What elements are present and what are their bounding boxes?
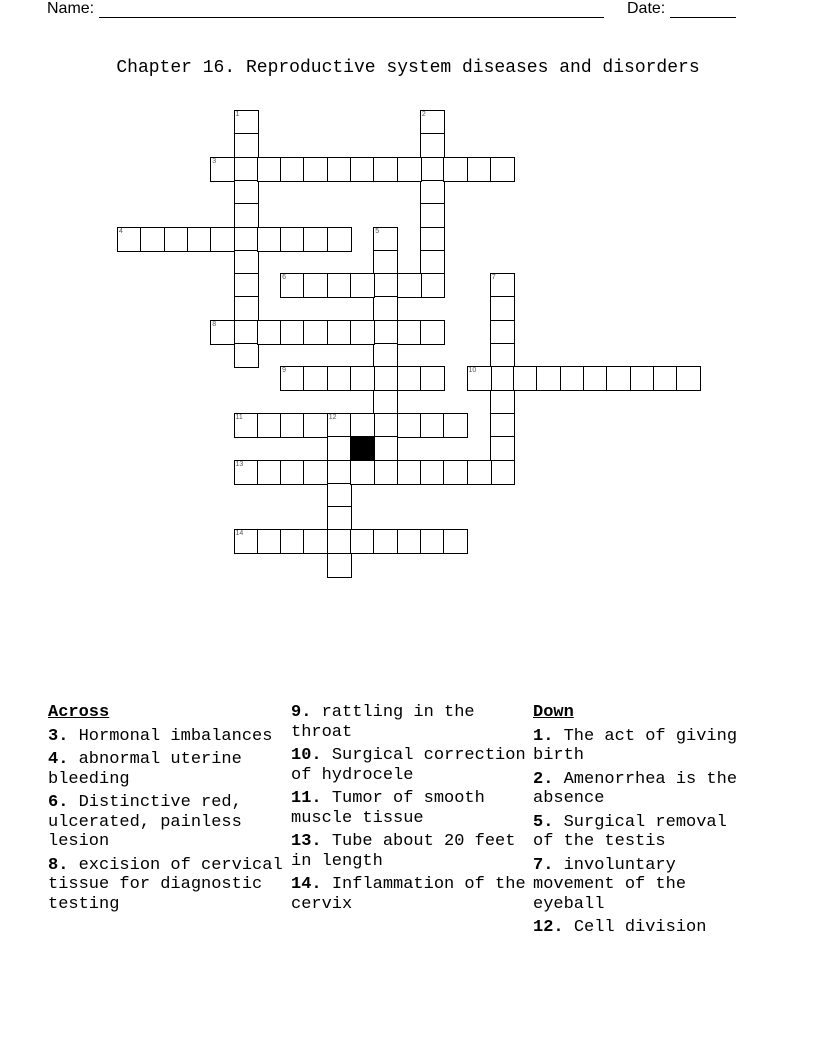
grid-cell[interactable] (420, 133, 445, 158)
grid-cell[interactable] (350, 320, 375, 345)
grid-cell[interactable] (490, 343, 515, 368)
page-title: Chapter 16. Reproductive system diseases and disorders (116, 58, 700, 78)
grid-cell[interactable] (234, 133, 259, 158)
clue-number: 8 (212, 320, 217, 328)
grid-cell[interactable] (397, 273, 422, 298)
grid-cell[interactable] (234, 296, 259, 321)
grid-cell[interactable] (373, 413, 398, 438)
grid-cell[interactable] (234, 273, 259, 298)
grid-cell[interactable] (280, 157, 305, 182)
grid-cell[interactable] (234, 180, 259, 205)
grid-cell[interactable] (234, 460, 259, 485)
grid-cell[interactable] (653, 366, 678, 391)
grid-cell[interactable] (257, 227, 282, 252)
across-clues-column-1 (48, 703, 283, 918)
grid-cell[interactable] (350, 529, 375, 554)
grid-cell[interactable] (303, 227, 328, 252)
grid-cell[interactable] (257, 320, 282, 345)
clue-down-1: 1. The act of giving birth (533, 726, 738, 765)
grid-cell[interactable] (397, 320, 422, 345)
clue-number: 3 (212, 157, 217, 165)
grid-cell[interactable] (234, 227, 259, 252)
grid-cell[interactable] (234, 343, 259, 368)
clue-across-9: 9. rattling in the throat (291, 703, 475, 742)
clue-across-14: 14. Inflammation of the cervix (291, 875, 526, 914)
grid-cell[interactable] (164, 227, 189, 252)
grid-cell[interactable] (303, 273, 328, 298)
grid-cell[interactable] (257, 157, 282, 182)
grid-cell[interactable] (350, 366, 375, 391)
grid-cell[interactable] (327, 413, 352, 438)
clue-across-13: 13. Tube about 20 feet in length (291, 832, 516, 871)
grid-cell[interactable] (280, 366, 305, 391)
across-heading: Across (48, 703, 110, 722)
grid-cell[interactable] (373, 296, 398, 321)
grid-cell[interactable] (373, 529, 398, 554)
clue-number: 10 (468, 367, 477, 375)
clue-across-10: 10. Surgical correction of hydrocele (291, 746, 526, 785)
clue-number: 6 (282, 274, 286, 282)
grid-cell[interactable] (420, 529, 445, 554)
grid-cell[interactable] (327, 320, 352, 345)
grid-cell[interactable] (443, 157, 468, 182)
down-heading: Down (533, 703, 574, 722)
clue-number: 14 (235, 530, 244, 538)
grid-cell[interactable] (350, 413, 375, 438)
clue-number: 1 (235, 111, 240, 118)
clue-number: 13 (235, 460, 244, 468)
grid-cell[interactable] (303, 413, 328, 438)
grid-cell[interactable] (327, 553, 352, 578)
grid-cell[interactable] (443, 529, 468, 554)
grid-cell[interactable] (420, 180, 445, 205)
grid-cell[interactable] (373, 273, 398, 298)
name-label: Name: (47, 0, 95, 17)
grid-cell[interactable] (490, 460, 515, 485)
grid-cell[interactable] (467, 366, 492, 391)
clue-number: 2 (421, 111, 426, 118)
across-clues-column-2 (291, 703, 526, 918)
grid-cell[interactable] (397, 529, 422, 554)
grid-cell[interactable] (303, 529, 328, 554)
grid-cell[interactable] (373, 227, 398, 252)
grid-cell[interactable] (373, 343, 398, 368)
grid-cell[interactable] (234, 529, 259, 554)
grid-cell[interactable] (373, 250, 398, 275)
grid-cell[interactable] (490, 413, 515, 438)
grid-cell[interactable] (140, 227, 165, 252)
clue-number: 4 (119, 227, 123, 235)
grid-cell[interactable] (560, 366, 585, 391)
grid-cell[interactable] (327, 529, 352, 554)
grid-cell[interactable] (583, 366, 608, 391)
clue-down-5: 5. Surgical removal of the testis (533, 812, 727, 851)
grid-cell[interactable] (373, 157, 398, 182)
clue-across-4: 4. abnormal uterine bleeding (48, 750, 242, 789)
grid-cell[interactable] (234, 413, 259, 438)
grid-cell[interactable] (467, 157, 492, 182)
grid-cell[interactable] (373, 436, 398, 461)
grid-cell[interactable] (467, 460, 492, 485)
grid-cell[interactable] (210, 227, 235, 252)
grid-cell[interactable] (420, 273, 445, 298)
date-label: Date: (627, 0, 666, 17)
grid-cell[interactable] (676, 366, 701, 391)
grid-cell[interactable] (327, 436, 352, 461)
grid-cell[interactable] (397, 366, 422, 391)
grid-cell[interactable] (490, 366, 515, 391)
grid-cell[interactable] (373, 390, 398, 415)
clue-number: 7 (491, 274, 496, 282)
clue-across-11: 11. Tumor of smooth muscle tissue (291, 789, 485, 828)
clue-number: 12 (328, 413, 337, 421)
grid-cell[interactable] (420, 110, 445, 135)
grid-cell[interactable] (420, 413, 445, 438)
grid-cell[interactable] (420, 203, 445, 228)
grid-cell[interactable] (373, 460, 398, 485)
grid-cell[interactable] (280, 460, 305, 485)
clue-number: 11 (235, 413, 243, 421)
grid-cell[interactable] (210, 157, 235, 182)
grid-cell[interactable] (257, 460, 282, 485)
grid-cell[interactable] (420, 157, 445, 182)
grid-cell[interactable] (327, 483, 352, 508)
clue-down-7: 7. involuntary movement of the eyeball (533, 855, 687, 914)
grid-cell[interactable] (490, 157, 515, 182)
grid-cell[interactable] (280, 529, 305, 554)
grid-cell[interactable] (234, 250, 259, 275)
grid-cell[interactable] (280, 227, 305, 252)
clue-down-2: 2. Amenorrhea is the absence (533, 769, 738, 808)
grid-cell[interactable] (280, 320, 305, 345)
grid-cell[interactable] (513, 366, 538, 391)
grid-cell[interactable] (327, 227, 352, 252)
grid-cell[interactable] (606, 366, 631, 391)
grid-cell[interactable] (280, 273, 305, 298)
grid-cell[interactable] (420, 460, 445, 485)
grid-cell[interactable] (490, 320, 515, 345)
grid-cell[interactable] (303, 366, 328, 391)
grid-cell[interactable] (490, 296, 515, 321)
grid-cell[interactable] (373, 366, 398, 391)
clue-down-12: 12. Cell division (533, 918, 707, 937)
grid-cell[interactable] (257, 529, 282, 554)
grid-cell[interactable] (490, 390, 515, 415)
grid-cell[interactable] (327, 460, 352, 485)
grid-cell[interactable] (443, 413, 468, 438)
grid-cell[interactable] (443, 460, 468, 485)
grid-cell[interactable] (210, 320, 235, 345)
blocked-cell (350, 436, 375, 461)
clue-number: 9 (282, 367, 286, 375)
grid-cell[interactable] (420, 366, 445, 391)
grid-cell[interactable] (350, 157, 375, 182)
grid-cell[interactable] (280, 413, 305, 438)
grid-cell[interactable] (350, 460, 375, 485)
grid-cell[interactable] (187, 227, 212, 252)
grid-cell[interactable] (234, 110, 259, 135)
down-clues-column (533, 703, 753, 942)
grid-cell[interactable] (303, 157, 328, 182)
grid-cell[interactable] (350, 273, 375, 298)
grid-cell[interactable] (490, 273, 515, 298)
grid-cell[interactable] (536, 366, 561, 391)
grid-cell[interactable] (327, 273, 352, 298)
grid-cell[interactable] (234, 203, 259, 228)
grid-cell[interactable] (303, 460, 328, 485)
grid-cell[interactable] (327, 366, 352, 391)
clue-across-6: 6. Distinctive red, ulcerated, painless lesion (48, 793, 242, 851)
grid-cell[interactable] (327, 506, 352, 531)
grid-cell[interactable] (420, 227, 445, 252)
clue-across-3: 3. Hormonal imbalances (48, 726, 273, 746)
grid-cell[interactable] (303, 320, 328, 345)
grid-cell[interactable] (234, 157, 259, 182)
grid-cell[interactable] (327, 157, 352, 182)
grid-cell[interactable] (490, 436, 515, 461)
clue-across-8: 8. excision of cervical tissue for diagnostic testing (48, 855, 283, 914)
grid-cell[interactable] (234, 320, 259, 345)
grid-cell[interactable] (397, 460, 422, 485)
grid-cell[interactable] (397, 413, 422, 438)
grid-cell[interactable] (257, 413, 282, 438)
clue-number: 5 (375, 227, 380, 235)
grid-cell[interactable] (373, 320, 398, 345)
grid-cell[interactable] (420, 250, 445, 275)
grid-cell[interactable] (117, 227, 142, 252)
grid-cell[interactable] (420, 320, 445, 345)
grid-cell[interactable] (397, 157, 422, 182)
grid-cell[interactable] (630, 366, 655, 391)
